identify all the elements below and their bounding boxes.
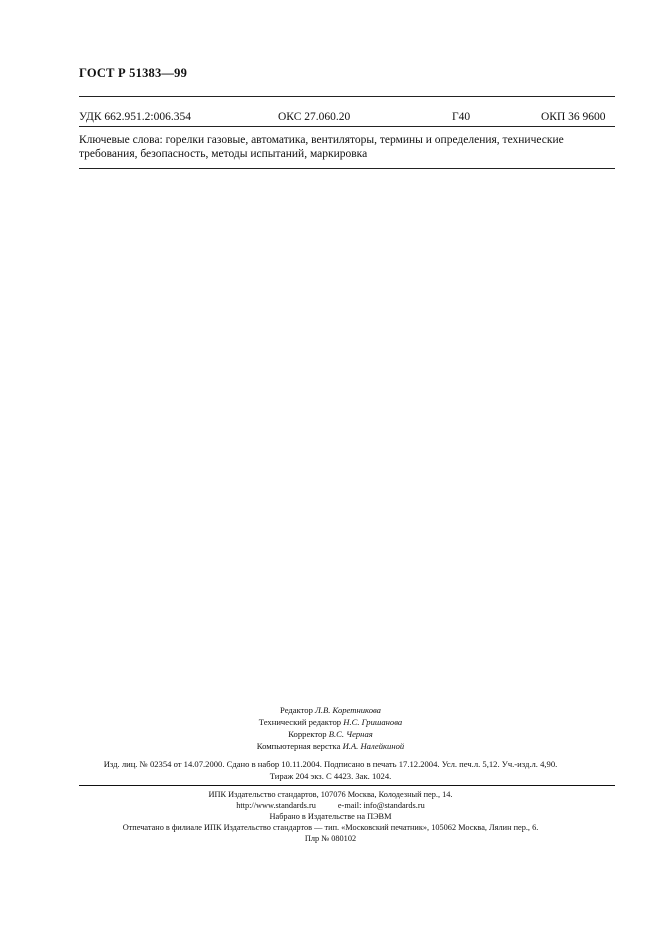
tech-editor-line <box>0 716 661 728</box>
top-divider <box>79 96 615 97</box>
printed-note: Отпечатано в филиале ИПК Издательство стандартов — тип. «Московский печатник», 105062 Москва, Лялин пер., 6. <box>122 823 539 832</box>
corrector-line <box>0 728 661 740</box>
contact-line <box>0 800 661 811</box>
publication-line-2: Тираж 204 экз. С 4423. Зак. 1024. <box>269 771 392 781</box>
imprint-divider <box>79 785 615 786</box>
corrector-name: В.С. Черная <box>328 729 373 739</box>
editor-line <box>0 704 661 716</box>
keywords-block <box>79 133 615 161</box>
group-code: Г40 <box>452 111 471 123</box>
editor-name: Л.В. Коретникова <box>315 705 381 715</box>
classification-divider <box>79 126 615 127</box>
oks-code: ОКС 27.060.20 <box>278 111 351 123</box>
publisher-address: ИПК Издательство стандартов, 107076 Москва, Колодезный пер., 14. <box>208 790 453 799</box>
typeset-note: Набрано в Издательстве на ПЭВМ <box>269 812 392 821</box>
layout-name: И.А. Налейкиной <box>342 741 405 751</box>
corrector-role: Корректор <box>288 729 327 739</box>
publication-line-1: Изд. лиц. № 02354 от 14.07.2000. Сдано в набор 10.11.2004. Подписано в печать 17.12.2004. Усл. печ.л. 5,12. Уч.-изд.л. 4,90. <box>103 759 558 769</box>
imprint-block <box>0 789 661 844</box>
okp-code: ОКП 36 9600 <box>541 111 606 123</box>
credits-block <box>0 704 661 752</box>
document-code: ГОСТ Р 51383—99 <box>79 66 188 80</box>
plr-number: Плр № 080102 <box>304 834 357 843</box>
udk-code: УДК 662.951.2:006.354 <box>79 111 191 123</box>
tech-editor-name: Н.С. Гришанова <box>343 717 403 727</box>
tech-editor-role: Технический редактор <box>258 717 342 727</box>
email-link[interactable]: e-mail: info@standards.ru <box>337 801 425 810</box>
website-link[interactable]: http://www.standards.ru <box>236 801 316 810</box>
editor-role: Редактор <box>280 705 313 715</box>
publication-block <box>0 758 661 782</box>
keywords-line-1: Ключевые слова: горелки газовые, автоматика, вентиляторы, термины и определения, технические <box>79 134 564 146</box>
keywords-divider <box>79 168 615 169</box>
layout-line <box>0 740 661 752</box>
keywords-line-2: требования, безопасность, методы испытаний, маркировка <box>79 148 368 160</box>
layout-role: Компьютерная верстка <box>256 741 341 751</box>
